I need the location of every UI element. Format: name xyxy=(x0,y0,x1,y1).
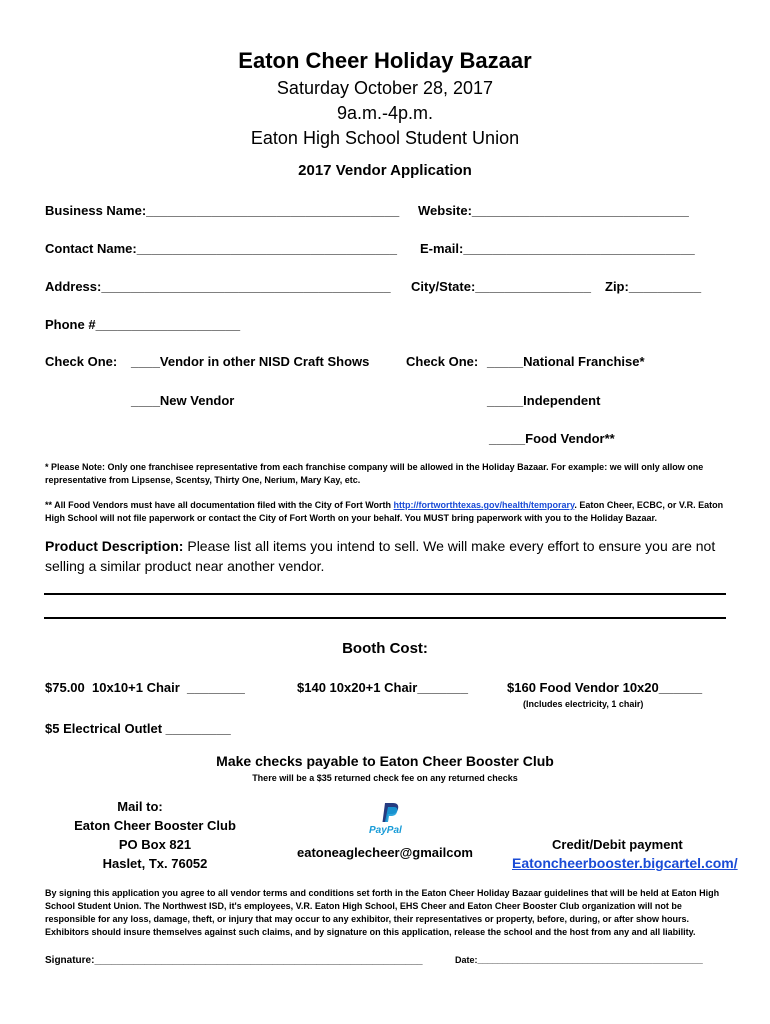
option-national-franchise[interactable]: _____National Franchise* xyxy=(487,354,645,369)
product-description-text: Please list all items you intend to sell. We will make every effort to ensure you are not selling a similar product near another vendor. xyxy=(45,538,716,574)
checks-payable-text: Make checks payable to Eaton Cheer Booster Club xyxy=(216,753,554,769)
business-name-field[interactable]: Business Name:___________________________________ xyxy=(45,203,400,218)
product-description xyxy=(45,536,735,576)
mail-to-name: Eaton Cheer Booster Club xyxy=(74,818,236,833)
booth-option-160[interactable]: $160 Food Vendor 10x20______ xyxy=(507,680,703,695)
check-one-label-right: Check One: xyxy=(406,354,479,369)
product-line-2[interactable] xyxy=(44,617,726,619)
bigcartel-link[interactable]: Eatoncheerbooster.bigcartel.com/ xyxy=(512,855,738,871)
paypal-email[interactable]: eatoneaglecheer@gmailcom xyxy=(297,845,473,860)
franchise-note: * Please Note: Only one franchisee representative from each franchise company will be allowed in the Holiday Bazaar. For example: we will only allow one representative from Lipsense, Scentsy, Thirty One, Nerium, Mary Kay, etc. xyxy=(45,462,704,485)
card-payment-label: Credit/Debit payment xyxy=(552,837,683,852)
website-field[interactable]: Website:______________________________ xyxy=(418,203,689,218)
booth-option-75[interactable]: $75.00 10x10+1 Chair ________ xyxy=(45,680,245,695)
option-food-vendor[interactable]: _____Food Vendor** xyxy=(489,431,615,446)
booth-option-140[interactable]: $140 10x20+1 Chair_______ xyxy=(297,680,468,695)
option-new-vendor[interactable]: ____New Vendor xyxy=(131,393,235,408)
returned-check-note: There will be a $35 returned check fee on any returned checks xyxy=(252,773,518,783)
booth-cost-heading: Booth Cost: xyxy=(342,640,428,657)
page-title: Eaton Cheer Holiday Bazaar xyxy=(238,48,532,73)
food-note-prefix: ** All Food Vendors must have all documentation filed with the City of Fort Worth xyxy=(45,500,394,510)
fort-worth-health-link[interactable]: http://fortworthtexas.gov/health/temporary xyxy=(393,500,575,510)
agreement-text: By signing this application you agree to all vendor terms and conditions set forth in the Eaton Cheer Holiday Bazaar guidelines that will be held at Eaton High School Student Union. The Northwest ISD, it's employees, V.R. Eaton High School, EHS Cheer and Eaton Cheer Booster Club organization will not be responsible for any loss, damage, theft, or injury that may occur to any exhibitor, their representatives or property, before, during, or after show hours. Exhibitors should insure themselves against such claims, and by signature on this application, release the school and the host from any and all liability. xyxy=(45,888,720,937)
paypal-icon xyxy=(380,802,400,824)
product-description-label: Product Description: xyxy=(45,538,184,554)
option-nisd-vendor[interactable]: ____Vendor in other NISD Craft Shows xyxy=(131,354,370,369)
contact-name-field[interactable]: Contact Name:____________________________________ xyxy=(45,241,398,256)
check-one-label-left: Check One: xyxy=(45,354,118,369)
city-state-field[interactable]: City/State:________________ xyxy=(411,279,591,294)
phone-field[interactable]: Phone #____________________ xyxy=(45,317,241,332)
food-vendor-includes-note: (Includes electricity, 1 chair) xyxy=(523,699,644,709)
event-date: Saturday October 28, 2017 xyxy=(276,78,494,98)
mail-to-label: Mail to: xyxy=(117,799,163,814)
food-note-suffix: . Eaton Cheer, ECBC, or V.R. Eaton High School will not file paperwork or contact the City of Fort Worth on your behalf. You MUST bring paperwork with you to the Holiday Bazaar. xyxy=(45,500,724,523)
event-location: Eaton High School Student Union xyxy=(250,128,520,148)
zip-field[interactable]: Zip:__________ xyxy=(605,279,702,294)
product-line-1[interactable] xyxy=(44,593,726,595)
option-independent[interactable]: _____Independent xyxy=(487,393,601,408)
date-field[interactable]: Date:_____________________________________________ xyxy=(455,955,703,965)
mail-to-city: Haslet, Tx. 76052 xyxy=(102,856,208,871)
form-title: 2017 Vendor Application xyxy=(298,162,472,179)
event-time: 9a.m.-4p.m. xyxy=(336,103,434,123)
email-field[interactable]: E-mail:________________________________ xyxy=(420,241,695,256)
address-field[interactable]: Address:________________________________________ xyxy=(45,279,391,294)
electrical-outlet-option[interactable]: $5 Electrical Outlet _________ xyxy=(45,721,231,736)
food-vendor-note xyxy=(45,499,725,525)
paypal-logo-text: PayPal xyxy=(369,825,402,836)
mail-to-po-box: PO Box 821 xyxy=(118,837,192,852)
signature-field[interactable]: Signature:___________________________________________________________ xyxy=(45,955,423,966)
